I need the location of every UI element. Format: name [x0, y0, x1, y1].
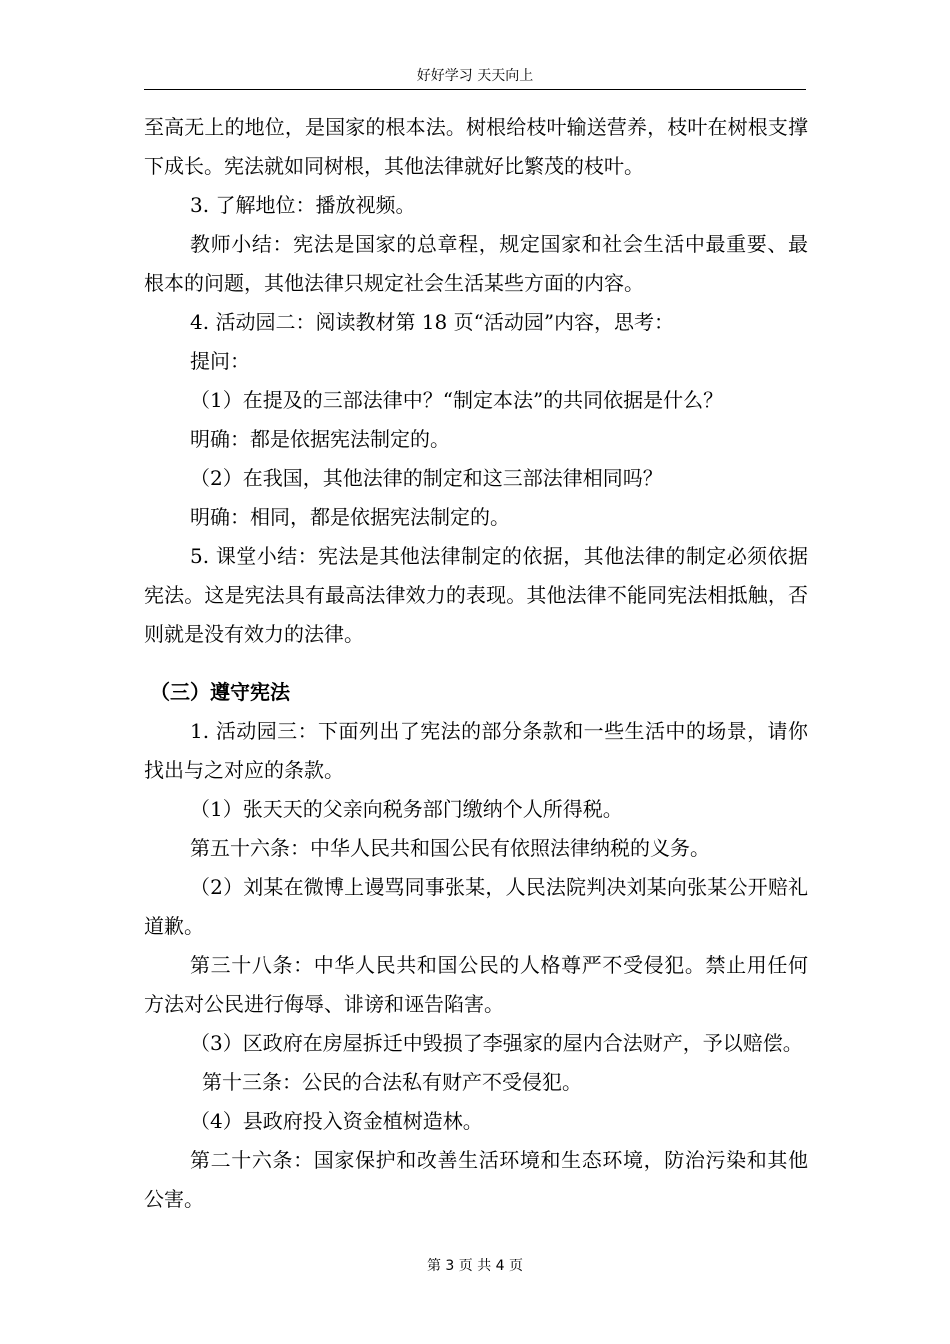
step-4-activity-two: 4. 活动园二：阅读教材第 18 页“活动园”内容，思考： — [190, 310, 675, 334]
page-header: 好好学习 天天向上 — [416, 68, 534, 84]
answer-2: 明确：相同，都是依据宪法制定的。 — [190, 505, 510, 529]
scenario-3: （3）区政府在房屋拆迁中毁损了李强家的屋内合法财产，予以赔偿。 — [190, 1031, 803, 1055]
scenario-1: （1）张天天的父亲向税务部门缴纳个人所得税。 — [190, 797, 623, 821]
step-5-class-summary: 5. 课堂小结：宪法是其他法律制定的依据，其他法律的制定必须依据宪法。这是宪法具有最高法律效力的表现。其他法律不能同宪法相抵触，否则就是没有效力的法律。 — [144, 544, 808, 646]
article-38: 第三十八条：中华人民共和国公民的人格尊严不受侵犯。禁止用任何方法对公民进行侮辱、诽谤和诬告陷害。 — [144, 953, 808, 1016]
question-2: （2）在我国，其他法律的制定和这三部法律相同吗？ — [190, 466, 663, 490]
article-13: 第十三条：公民的合法私有财产不受侵犯。 — [202, 1070, 582, 1094]
article-26: 第二十六条：国家保护和改善生活环境和生态环境，防治污染和其他公害。 — [144, 1148, 808, 1211]
header-divider — [144, 89, 806, 90]
answer-1: 明确：都是依据宪法制定的。 — [190, 427, 450, 451]
section-heading-obey-constitution: （三）遵守宪法 — [150, 680, 290, 704]
document-body — [144, 108, 808, 1219]
activity-three-intro: 1. 活动园三：下面列出了宪法的部分条款和一些生活中的场景，请你找出与之对应的条款。 — [144, 719, 808, 782]
page-number-footer: 第 3 页 共 4 页 — [426, 1258, 524, 1274]
question-prompt: 提问： — [190, 349, 250, 373]
question-1: （1）在提及的三部法律中？“制定本法”的共同依据是什么？ — [190, 388, 724, 412]
step-3-understand-status: 3. 了解地位：播放视频。 — [190, 193, 416, 217]
scenario-2: （2）刘某在微博上谩骂同事张某，人民法院判决刘某向张某公开赔礼道歉。 — [144, 875, 808, 938]
teacher-summary: 教师小结：宪法是国家的总章程，规定国家和社会生活中最重要、最根本的问题，其他法律只规定社会生活某些方面的内容。 — [144, 232, 808, 295]
scenario-4: （4）县政府投入资金植树造林。 — [190, 1109, 483, 1133]
article-56: 第五十六条：中华人民共和国公民有依照法律纳税的义务。 — [190, 836, 710, 860]
paragraph-continuation: 至高无上的地位，是国家的根本法。树根给枝叶输送营养，枝叶在树根支撑下成长。宪法就如同树根，其他法律就好比繁茂的枝叶。 — [144, 115, 808, 178]
